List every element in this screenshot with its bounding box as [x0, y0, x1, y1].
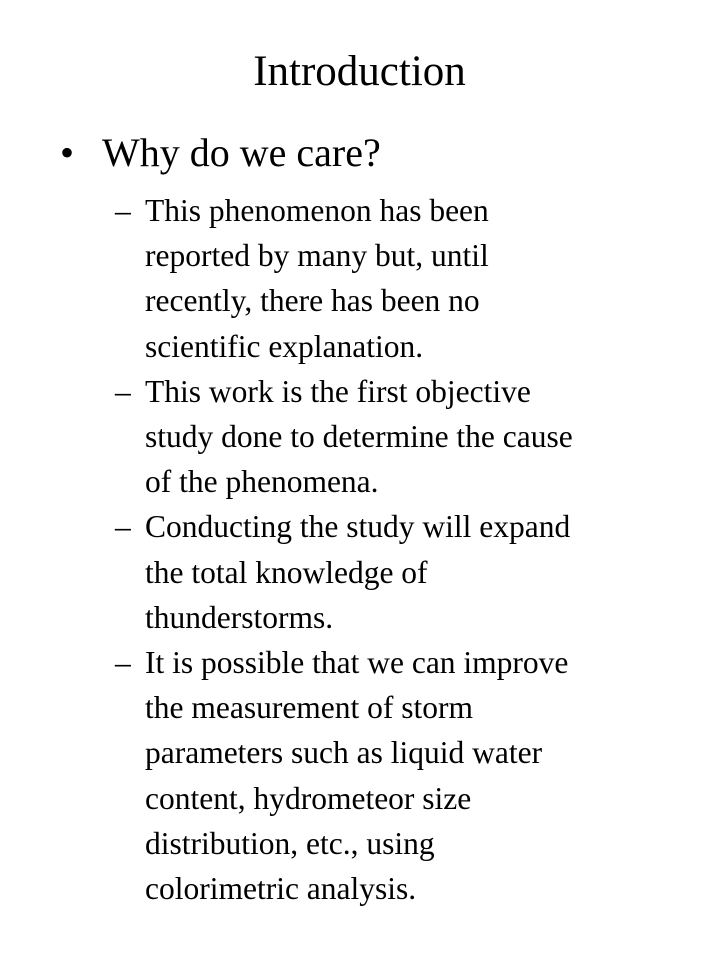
sub-bullet-line: recently, there has been no: [145, 283, 480, 319]
sub-bullet-line: thunderstorms.: [145, 599, 334, 635]
sub-bullet-item: [115, 640, 675, 911]
sub-bullet-line: the total knowledge of: [145, 554, 428, 590]
slide-title: Introduction: [253, 48, 466, 95]
sub-bullet-line: scientific explanation.: [145, 328, 424, 364]
sub-bullet-line: colorimetric analysis.: [145, 871, 417, 907]
sub-bullet-line: It is possible that we can improve: [145, 645, 569, 681]
sub-bullet-line: content, hydrometeor size: [145, 780, 472, 816]
dash-marker: –: [115, 509, 131, 545]
sub-bullet-list: [115, 188, 675, 911]
sub-bullet-line: of the phenomena.: [145, 464, 379, 500]
dash-marker: –: [115, 193, 131, 228]
sub-bullet-line: Conducting the study will expand: [145, 509, 571, 545]
dash-marker: –: [115, 645, 131, 681]
sub-bullet-line: distribution, etc., using: [145, 825, 435, 861]
main-bullet-text: Why do we care?: [102, 130, 381, 175]
sub-bullet-line: study done to determine the cause: [145, 419, 573, 455]
main-bullet: [60, 125, 381, 181]
sub-bullet-line: This phenomenon has been: [145, 193, 489, 228]
sub-bullet-line: the measurement of storm: [145, 690, 474, 726]
sub-bullet-line: This work is the first objective: [145, 373, 531, 409]
sub-bullet-item: [115, 504, 675, 640]
sub-bullet-line: reported by many but, until: [145, 238, 489, 274]
bullet-marker: •: [60, 130, 75, 175]
sub-bullet-item: [115, 369, 675, 505]
sub-bullet-item: [115, 188, 675, 369]
dash-marker: –: [115, 373, 131, 409]
sub-bullet-line: parameters such as liquid water: [145, 735, 543, 771]
